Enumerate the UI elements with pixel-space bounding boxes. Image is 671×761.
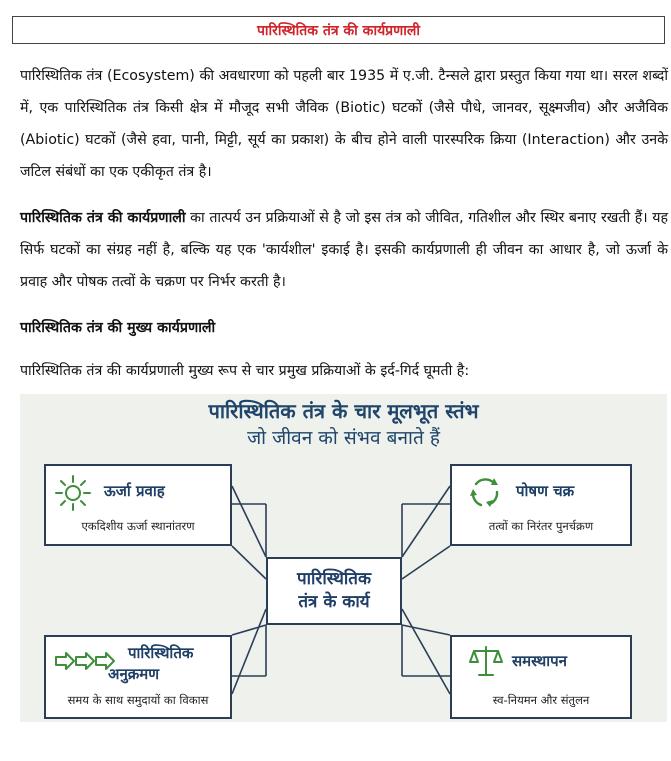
page-title: पारिस्थितिक तंत्र की कार्यप्रणाली [256,22,421,39]
sun-icon [54,474,92,512]
card-ecological-succession [44,635,232,719]
functioning-term: पारिस्थितिक तंत्र की कार्यप्रणाली [20,210,186,226]
recycle-arrows-icon [466,474,504,512]
center-line2: तंत्र के कार्य [298,592,370,612]
card-nutrient-cycle-subtitle: तत्वों का निरंतर पुनर्चक्रण [488,519,594,533]
card-succession-title-line1: पारिस्थितिक [128,644,194,662]
card-energy-flow-title: ऊर्जा प्रवाह [104,482,165,500]
card-nutrient-cycle-title: पोषण चक्र [516,482,575,500]
center-line1: पारिस्थितिक [296,569,372,589]
pillars-infographic [20,394,667,722]
infographic-title: पारिस्थितिक तंत्र के चार मूलभूत स्तंभ [208,399,479,423]
balance-scale-icon [468,643,504,679]
card-homeostasis-subtitle: स्व-नियमन और संतुलन [492,693,590,707]
card-energy-flow [44,464,232,546]
card-succession-title-line2: अनुक्रमण [108,665,160,683]
functioning-text: का तात्पर्य उन प्रक्रियाओं से है जो इस तंत्र को जीवित, गतिशील और स्थिर बनाए रखती हैं। यह सिर्फ घटकों का संग्रह नहीं है, बल्कि यह एक 'कार्यशील' इकाई है। इसकी कार्यप्रणाली ही जीवन का आधार है, जो ऊर्जा के प्रवाह और पोषक तत्वों के चक्रण पर निर्भर करती है। [20,210,668,290]
card-nutrient-cycle [450,464,632,546]
infographic-subtitle: जो जीवन को संभव बनाते हैं [247,427,440,449]
main-heading: पारिस्थितिक तंत्र की मुख्य कार्यप्रणाली [20,320,216,336]
card-energy-flow-subtitle: एकदिशीय ऊर्जा स्थानांतरण [81,519,195,533]
card-homeostasis [450,635,632,719]
page-title-box [12,16,665,44]
intro-paragraph: पारिस्थितिक तंत्र (Ecosystem) की अवधारणा को पहली बार 1935 में ए.जी. टैन्सले द्वारा प्रस्तुत किया गया था। सरल शब्दों में, एक पारिस्थितिक तंत्र किसी क्षेत्र में मौजूद सभी जैविक (Biotic) घटकों (जैसे पौधे, जानवर, सूक्ष्मजीव) और अजैविक (Abiotic) घटकों (जैसे हवा, पानी, मिट्टी, सूर्य का प्रकाश) के बीच होने वाली पारस्परिक क्रिया (Interaction) और उनके जटिल संबंधों का एक एकीकृत तंत्र है। [20,68,668,180]
center-box [266,557,402,625]
card-succession-subtitle: समय के साथ समुदायों का विकास [67,693,209,707]
card-homeostasis-title: समस्थापन [512,652,567,670]
functioning-paragraph [20,202,668,298]
lead-in-text: पारिस्थितिक तंत्र की कार्यप्रणाली मुख्य रूप से चार प्रमुख प्रक्रियाओं के इर्द-गिर्द घूमती है: [20,363,470,379]
